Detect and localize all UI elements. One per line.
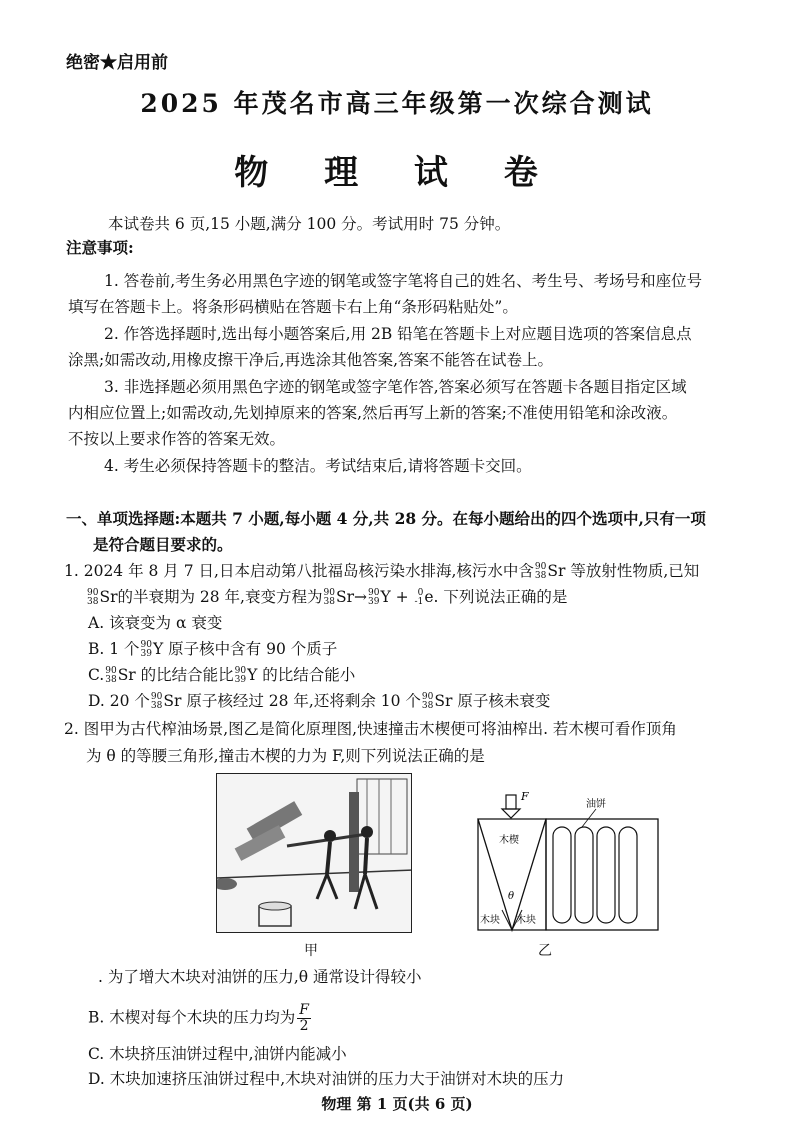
figure-oil-press-scene xyxy=(216,773,412,933)
oil-cake xyxy=(597,827,615,923)
force-label: F xyxy=(521,790,529,803)
q1-option-c: C. 90 38 Sr 的比结合能比 90 39 Y 的比结合能小 xyxy=(88,666,356,685)
oil-cake-label: 油饼 xyxy=(586,799,606,810)
fraction-f-over-2: $\frac{F}{2}$ xyxy=(299,1002,309,1034)
notice-line: 填写在答题卡上。将条形码横贴在答题卡右上角“条形码粘贴处”。 xyxy=(68,298,518,316)
notice-line: 1. 答卷前,考生务必用黑色字迹的钢笔或签字笔将自己的姓名、考生号、考场号和座位号 xyxy=(104,272,703,290)
q1-option-d: D. 20 个 90 38 Sr 原子核经过 28 年,还将剩余 10 个 90 38 Sr 原子核未衰变 xyxy=(88,692,551,711)
oil-cake xyxy=(553,827,571,923)
exam-title: 2025 年茂名市高三年级第一次综合测试 xyxy=(140,89,654,118)
q1-option-b: B. 1 个 90 39 Y 原子核中含有 90 个质子 xyxy=(88,640,338,659)
q2-option-b: B. 木楔对每个木块的压力均为 $\frac{F}{2}$ xyxy=(88,1002,309,1034)
q2-option-d: D. 木块加速挤压油饼过程中,木块对油饼的压力大于油饼对木块的压力 xyxy=(88,1070,565,1088)
notice-line: 涂黑;如需改动,用橡皮擦干净后,再选涂其他答案,答案不能答在试卷上。 xyxy=(68,351,554,369)
q2-option-a: . 为了增大木块对油饼的压力,θ 通常设计得较小 xyxy=(98,968,422,986)
notice-line: 3. 非选择题必须用黑色字迹的钢笔或签字笔作答,答案必须写在答题卡各题目指定区域 xyxy=(104,378,687,396)
section-heading-cont: 是符合题目要求的。 xyxy=(93,535,233,554)
nuclide-sr: 90 38 xyxy=(534,562,547,581)
notice-line: 不按以上要求作答的答案无效。 xyxy=(68,430,286,448)
page-footer: 物理 第 1 页(共 6 页) xyxy=(321,1095,473,1113)
wedge-schematic xyxy=(474,785,669,935)
subject-title: 物 理 试 卷 xyxy=(234,153,560,193)
wedge-label: 木楔 xyxy=(499,835,519,846)
force-arrow-shaft xyxy=(506,795,516,809)
oil-cake xyxy=(619,827,637,923)
block-right-label: 木块 xyxy=(516,915,536,926)
oil-press-illustration xyxy=(217,774,412,933)
figure-a-caption: 甲 xyxy=(304,943,318,959)
press-frame xyxy=(546,819,658,930)
q2-option-c: C. 木块挤压油饼过程中,油饼内能减小 xyxy=(88,1045,347,1063)
theta-label: θ xyxy=(508,891,515,902)
notice-line: 内相应位置上;如需改动,先划掉原来的答案,然后再写上新的答案;不准使用铅笔和涂改液。 xyxy=(68,404,678,422)
notice-line: 2. 作答选择题时,选出每小题答案后,用 2B 铅笔在答题卡上对应题目选项的答案信息点 xyxy=(104,325,692,343)
block-left-label: 木块 xyxy=(480,915,500,926)
figure-b-caption: 乙 xyxy=(538,943,552,959)
force-arrow-head xyxy=(502,809,520,818)
q2-stem-line2: 为 θ 的等腰三角形,撞击木楔的力为 F,则下列说法正确的是 xyxy=(86,747,485,765)
oil-cake xyxy=(575,827,593,923)
q2-stem-line1: 2. 图甲为古代榨油场景,图乙是简化原理图,快速撞击木楔便可将油榨出. 若木楔可看作顶角 xyxy=(64,720,677,738)
notice-heading: 注意事项: xyxy=(66,238,134,257)
intro-text: 本试卷共 6 页,15 小题,满分 100 分。考试用时 75 分钟。 xyxy=(108,215,511,233)
figure-wedge-diagram xyxy=(474,785,669,935)
notice-line: 4. 考生必须保持答题卡的整洁。考试结束后,请将答题卡交回。 xyxy=(104,457,532,475)
q1-stem-line1: 1. 2024 年 8 月 7 日,日本启动第八批福岛核污染水排海,核污水中含 90 38 Sr 等放射性物质,已知 xyxy=(64,562,700,581)
confidential-label: 绝密★启用前 xyxy=(66,53,168,73)
q1-option-a: A. 该衰变为 α 衰变 xyxy=(88,614,223,632)
section-heading: 一、单项选择题:本题共 7 小题,每小题 4 分,共 28 分。在每小题给出的四个选项中,只有一项 xyxy=(66,509,706,528)
q1-stem-line2: 90 38 Sr的半衰期为 28 年,衰变方程为 90 38 Sr→ 90 39 Y + 0 -1 e. 下列说法正确的是 xyxy=(87,588,568,607)
